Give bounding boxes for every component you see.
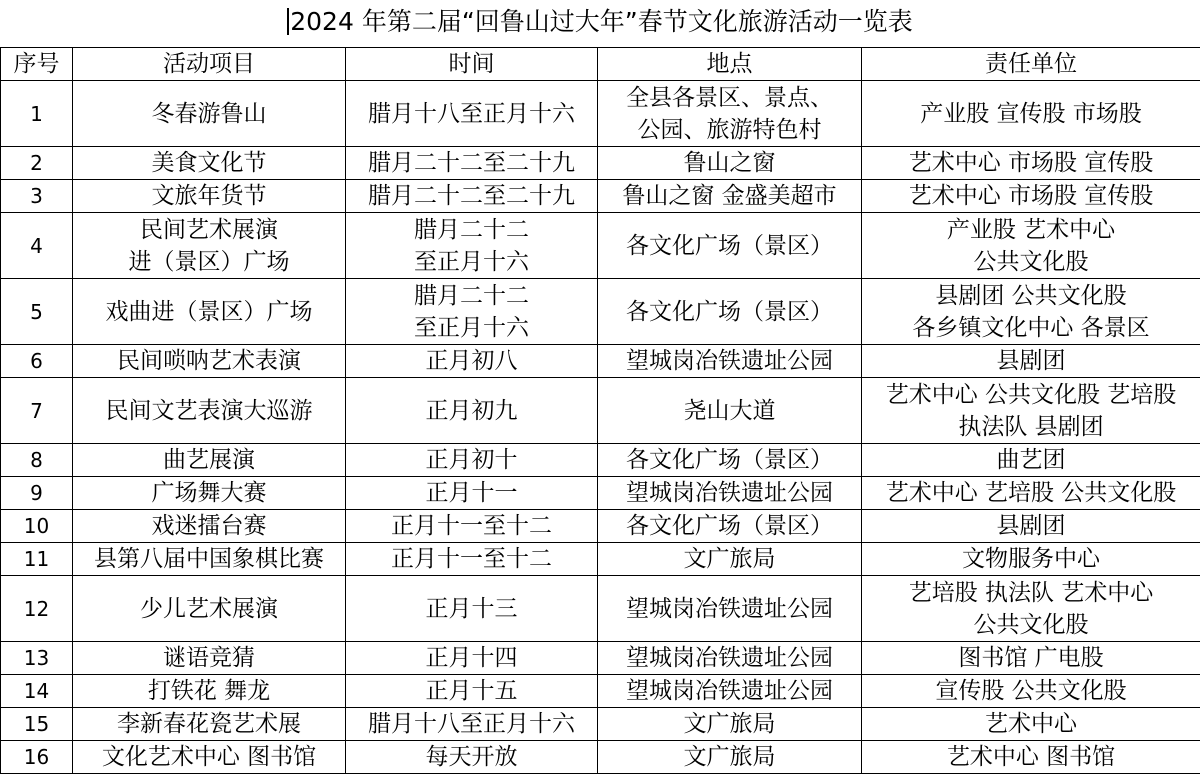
cell-number: 9 bbox=[1, 477, 73, 510]
cell-line: 至正月十六 bbox=[414, 314, 529, 341]
cell-line: 公园、旅游特色村 bbox=[637, 116, 822, 143]
cell-place bbox=[598, 477, 862, 510]
header-cell: 序号 bbox=[1, 48, 73, 81]
cell-line: 各文化广场（景区） bbox=[626, 298, 833, 325]
cell-line: 民间文艺表演大巡游 bbox=[105, 397, 313, 424]
table-row bbox=[1, 147, 1200, 180]
cell-line: 艺术中心 公共文化股 艺培股 bbox=[885, 381, 1177, 408]
cell-unit bbox=[862, 675, 1200, 708]
cell-unit bbox=[862, 378, 1200, 444]
cell-line: 宣传股 公共文化股 bbox=[935, 678, 1127, 704]
cell-unit bbox=[862, 543, 1200, 576]
cell-place bbox=[598, 345, 862, 378]
cell-number: 16 bbox=[1, 741, 73, 774]
cell-item bbox=[73, 477, 346, 510]
table-row bbox=[1, 444, 1200, 477]
cell-line: 文广旅局 bbox=[683, 546, 776, 572]
cell-number: 8 bbox=[1, 444, 73, 477]
activity-table bbox=[0, 47, 1200, 774]
table-row bbox=[1, 741, 1200, 774]
table-row bbox=[1, 345, 1200, 378]
page-title-text: 2024 年第二届“回鲁山过大年”春节文化旅游活动一览表 bbox=[290, 7, 913, 36]
cell-place bbox=[598, 642, 862, 675]
cell-unit bbox=[862, 477, 1200, 510]
cell-place bbox=[598, 147, 862, 180]
cell-line: 艺术中心 市场股 宣传股 bbox=[908, 183, 1154, 209]
cell-line: 图书馆 广电股 bbox=[958, 645, 1104, 671]
cell-line: 文广旅局 bbox=[683, 744, 776, 770]
cell-place bbox=[598, 444, 862, 477]
cell-time bbox=[346, 147, 598, 180]
header-cell: 时间 bbox=[346, 48, 598, 81]
cell-unit bbox=[862, 180, 1200, 213]
cell-place bbox=[598, 675, 862, 708]
cell-line: 正月初九 bbox=[425, 397, 518, 424]
cell-place bbox=[598, 213, 862, 279]
cell-line: 至正月十六 bbox=[414, 248, 529, 275]
cell-number: 7 bbox=[1, 378, 73, 444]
cell-number: 6 bbox=[1, 345, 73, 378]
table-row bbox=[1, 180, 1200, 213]
cell-unit bbox=[862, 576, 1200, 642]
header-cell: 活动项目 bbox=[73, 48, 346, 81]
cell-place bbox=[598, 708, 862, 741]
cell-line: 李新春花瓷艺术展 bbox=[117, 711, 301, 737]
table-row bbox=[1, 708, 1200, 741]
cell-number: 2 bbox=[1, 147, 73, 180]
cell-line: 产业股 宣传股 市场股 bbox=[920, 100, 1142, 127]
cell-line: 文物服务中心 bbox=[962, 546, 1100, 572]
cell-place bbox=[598, 180, 862, 213]
cell-item bbox=[73, 741, 346, 774]
cell-unit bbox=[862, 81, 1200, 147]
cell-item bbox=[73, 576, 346, 642]
cell-item bbox=[73, 180, 346, 213]
cell-line: 腊月十八至正月十六 bbox=[368, 711, 575, 737]
cell-number: 1 bbox=[1, 81, 73, 147]
cell-line: 腊月二十二 bbox=[414, 282, 529, 309]
cell-line: 腊月二十二至二十九 bbox=[368, 150, 575, 176]
cell-line: 正月十一至十二 bbox=[391, 546, 552, 572]
cell-item bbox=[73, 444, 346, 477]
table-row bbox=[1, 378, 1200, 444]
cell-line: 打铁花 舞龙 bbox=[147, 678, 271, 704]
cell-line: 鲁山之窗 金盛美超市 bbox=[622, 183, 837, 209]
cell-line: 正月初八 bbox=[425, 348, 518, 374]
cell-line: 曲艺团 bbox=[996, 447, 1066, 473]
cell-line: 执法队 县剧团 bbox=[958, 413, 1104, 440]
cell-line: 县剧团 公共文化股 bbox=[935, 282, 1127, 309]
cell-place bbox=[598, 279, 862, 345]
cell-line: 望城岗冶铁遗址公园 bbox=[626, 480, 833, 506]
cell-unit bbox=[862, 444, 1200, 477]
cell-number: 3 bbox=[1, 180, 73, 213]
cell-line: 腊月二十二 bbox=[414, 216, 529, 243]
cell-line: 广场舞大赛 bbox=[151, 480, 267, 506]
cell-line: 望城岗冶铁遗址公园 bbox=[626, 348, 833, 374]
cell-number: 12 bbox=[1, 576, 73, 642]
cell-unit bbox=[862, 345, 1200, 378]
cell-time bbox=[346, 477, 598, 510]
cell-number: 15 bbox=[1, 708, 73, 741]
cell-time bbox=[346, 345, 598, 378]
cell-line: 望城岗冶铁遗址公园 bbox=[626, 678, 833, 704]
cell-unit bbox=[862, 213, 1200, 279]
table-row bbox=[1, 477, 1200, 510]
cell-time bbox=[346, 378, 598, 444]
cell-time bbox=[346, 741, 598, 774]
cell-line: 正月十一 bbox=[425, 480, 518, 506]
table-row bbox=[1, 279, 1200, 345]
text-cursor bbox=[287, 8, 289, 35]
cell-unit bbox=[862, 642, 1200, 675]
table-body bbox=[1, 81, 1200, 774]
cell-line: 县剧团 bbox=[996, 513, 1066, 539]
cell-place bbox=[598, 510, 862, 543]
cell-time bbox=[346, 279, 598, 345]
cell-place bbox=[598, 576, 862, 642]
cell-line: 艺术中心 图书馆 bbox=[946, 744, 1116, 770]
cell-time bbox=[346, 510, 598, 543]
cell-number: 4 bbox=[1, 213, 73, 279]
cell-place bbox=[598, 543, 862, 576]
cell-line: 正月十四 bbox=[425, 645, 518, 671]
table-row bbox=[1, 576, 1200, 642]
cell-line: 腊月二十二至二十九 bbox=[368, 183, 575, 209]
cell-line: 冬春游鲁山 bbox=[151, 100, 267, 127]
cell-line: 鲁山之窗 bbox=[683, 150, 776, 176]
cell-line: 文广旅局 bbox=[683, 711, 776, 737]
cell-number: 13 bbox=[1, 642, 73, 675]
cell-item bbox=[73, 708, 346, 741]
cell-item bbox=[73, 81, 346, 147]
page-title bbox=[0, 0, 1200, 46]
cell-line: 美食文化节 bbox=[151, 150, 267, 176]
cell-time bbox=[346, 543, 598, 576]
cell-line: 各文化广场（景区） bbox=[626, 232, 833, 259]
table-row bbox=[1, 81, 1200, 147]
cell-item bbox=[73, 147, 346, 180]
cell-line: 尧山大道 bbox=[683, 397, 776, 424]
cell-time bbox=[346, 81, 598, 147]
header-cell: 地点 bbox=[598, 48, 862, 81]
cell-unit bbox=[862, 741, 1200, 774]
cell-unit bbox=[862, 510, 1200, 543]
cell-line: 每天开放 bbox=[425, 744, 518, 770]
cell-line: 各文化广场（景区） bbox=[626, 447, 833, 473]
cell-place bbox=[598, 378, 862, 444]
cell-line: 戏迷擂台赛 bbox=[151, 513, 267, 539]
cell-item bbox=[73, 510, 346, 543]
header-cell: 责任单位 bbox=[862, 48, 1200, 81]
cell-unit bbox=[862, 279, 1200, 345]
cell-place bbox=[598, 81, 862, 147]
cell-item bbox=[73, 642, 346, 675]
cell-number: 10 bbox=[1, 510, 73, 543]
cell-item bbox=[73, 543, 346, 576]
cell-unit bbox=[862, 708, 1200, 741]
cell-item bbox=[73, 279, 346, 345]
cell-line: 文旅年货节 bbox=[151, 183, 267, 209]
cell-time bbox=[346, 180, 598, 213]
cell-time bbox=[346, 213, 598, 279]
cell-line: 文化艺术中心 图书馆 bbox=[101, 744, 317, 770]
cell-line: 曲艺展演 bbox=[163, 447, 255, 473]
table-row bbox=[1, 543, 1200, 576]
cell-line: 产业股 艺术中心 bbox=[946, 216, 1116, 243]
cell-line: 民间艺术展演 bbox=[140, 216, 278, 243]
cell-time bbox=[346, 444, 598, 477]
cell-place bbox=[598, 741, 862, 774]
cell-item bbox=[73, 345, 346, 378]
cell-item bbox=[73, 675, 346, 708]
cell-line: 全县各景区、景点、 bbox=[626, 84, 833, 111]
cell-line: 县剧团 bbox=[996, 348, 1066, 374]
cell-line: 艺术中心 艺培股 公共文化股 bbox=[885, 480, 1177, 506]
cell-line: 公共文化股 bbox=[973, 248, 1089, 275]
cell-time bbox=[346, 642, 598, 675]
cell-line: 谜语竞猜 bbox=[163, 645, 255, 671]
cell-line: 少儿艺术展演 bbox=[140, 595, 278, 622]
table-row bbox=[1, 213, 1200, 279]
cell-line: 艺术中心 bbox=[985, 711, 1077, 737]
cell-number: 14 bbox=[1, 675, 73, 708]
cell-time bbox=[346, 675, 598, 708]
cell-line: 各乡镇文化中心 各景区 bbox=[912, 314, 1150, 341]
cell-line: 正月十三 bbox=[425, 595, 518, 622]
cell-line: 望城岗冶铁遗址公园 bbox=[626, 595, 833, 622]
table-row bbox=[1, 510, 1200, 543]
cell-line: 艺术中心 市场股 宣传股 bbox=[908, 150, 1154, 176]
cell-line: 腊月十八至正月十六 bbox=[368, 100, 575, 127]
cell-line: 正月十一至十二 bbox=[391, 513, 552, 539]
cell-unit bbox=[862, 147, 1200, 180]
cell-number: 5 bbox=[1, 279, 73, 345]
cell-number: 11 bbox=[1, 543, 73, 576]
cell-line: 各文化广场（景区） bbox=[626, 513, 833, 539]
cell-line: 望城岗冶铁遗址公园 bbox=[626, 645, 833, 671]
cell-line: 正月十五 bbox=[425, 678, 518, 704]
cell-item bbox=[73, 213, 346, 279]
cell-line: 进（景区）广场 bbox=[128, 248, 290, 275]
cell-line: 戏曲进（景区）广场 bbox=[105, 298, 313, 325]
header-row bbox=[1, 48, 1200, 81]
table-row bbox=[1, 675, 1200, 708]
cell-line: 民间唢呐艺术表演 bbox=[117, 348, 301, 374]
cell-time bbox=[346, 708, 598, 741]
cell-line: 公共文化股 bbox=[973, 611, 1089, 638]
cell-time bbox=[346, 576, 598, 642]
table-row bbox=[1, 642, 1200, 675]
cell-line: 县第八届中国象棋比赛 bbox=[94, 546, 324, 572]
cell-line: 正月初十 bbox=[425, 447, 518, 473]
cell-item bbox=[73, 378, 346, 444]
cell-line: 艺培股 执法队 艺术中心 bbox=[908, 579, 1154, 606]
